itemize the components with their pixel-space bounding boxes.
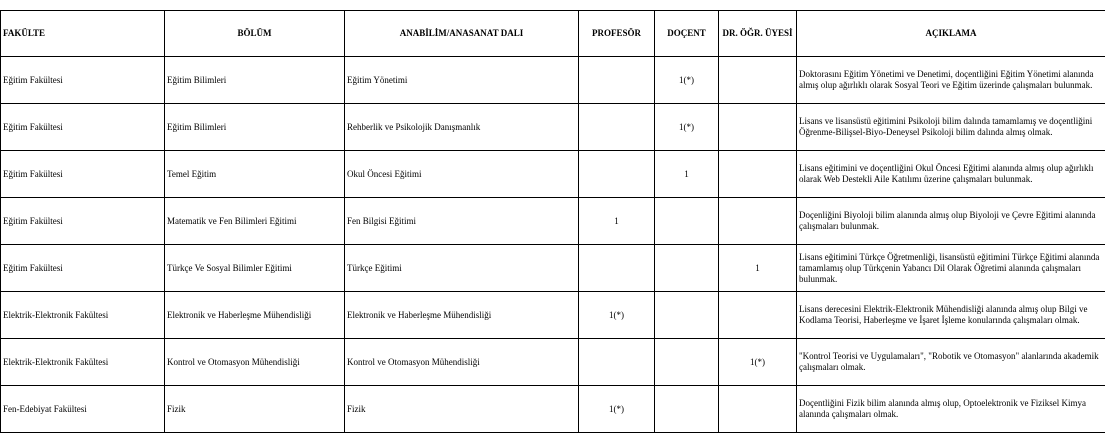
table-row bbox=[1, 339, 1105, 386]
cell-aciklama: Doçenliğini Biyoloji bilim alanında almış olup Biyoloji ve Çevre Eğitimi alanında çalışmaları bulunmak. bbox=[797, 198, 1105, 245]
cell-fakulte: Fen-Edebiyat Fakültesi bbox=[1, 386, 165, 433]
cell-dr-ogr bbox=[719, 104, 797, 151]
cell-bolum: Matematik ve Fen Bilimleri Eğitimi bbox=[165, 198, 345, 245]
cell-dr-ogr: 1 bbox=[719, 245, 797, 292]
cell-profesor: 1(*) bbox=[579, 386, 655, 433]
cell-docent: 1(*) bbox=[655, 104, 719, 151]
header-aciklama: AÇIKLAMA bbox=[797, 11, 1105, 57]
cell-aciklama: Lisans eğitimini ve doçentliğini Okul Öncesi Eğitimi alanında almış olup ağırlıklı olarak Web Destekli Aile Katılımı üzerine çalışmaları bulunmak. bbox=[797, 151, 1105, 198]
table-row bbox=[1, 151, 1105, 198]
header-fakulte: FAKÜLTE bbox=[1, 11, 165, 57]
cell-profesor: 1 bbox=[579, 198, 655, 245]
cell-dr-ogr bbox=[719, 386, 797, 433]
cell-bolum: Eğitim Bilimleri bbox=[165, 57, 345, 104]
cell-anabilim: Rehberlik ve Psikolojik Danışmanlık bbox=[345, 104, 579, 151]
cell-dr-ogr bbox=[719, 198, 797, 245]
cell-profesor bbox=[579, 104, 655, 151]
header-profesor: PROFESÖR bbox=[579, 11, 655, 57]
table-row bbox=[1, 104, 1105, 151]
header-dr-ogr: DR. ÖĞR. ÜYESİ bbox=[719, 11, 797, 57]
position-table bbox=[0, 10, 1105, 433]
cell-aciklama: "Kontrol Teorisi ve Uygulamaları", "Robotik ve Otomasyon" alanlarında akademik çalışmaları olmak. bbox=[797, 339, 1105, 386]
cell-anabilim: Fen Bilgisi Eğitimi bbox=[345, 198, 579, 245]
table-row bbox=[1, 292, 1105, 339]
table-row bbox=[1, 245, 1105, 292]
cell-docent bbox=[655, 245, 719, 292]
cell-fakulte: Elektrik-Elektronik Fakültesi bbox=[1, 292, 165, 339]
cell-docent: 1(*) bbox=[655, 57, 719, 104]
cell-bolum: Kontrol ve Otomasyon Mühendisliği bbox=[165, 339, 345, 386]
cell-aciklama: Doktorasını Eğitim Yönetimi ve Denetimi, doçentliğini Eğitim Yönetimi alanında almış olup ağırlıklı olarak Sosyal Teori ve Eğitim üzerinde çalışmaları bulunmak. bbox=[797, 57, 1105, 104]
cell-fakulte: Eğitim Fakültesi bbox=[1, 198, 165, 245]
cell-docent: 1 bbox=[655, 151, 719, 198]
header-docent: DOÇENT bbox=[655, 11, 719, 57]
cell-docent bbox=[655, 198, 719, 245]
cell-bolum: Eğitim Bilimleri bbox=[165, 104, 345, 151]
cell-anabilim: Kontrol ve Otomasyon Mühendisliği bbox=[345, 339, 579, 386]
cell-fakulte: Eğitim Fakültesi bbox=[1, 245, 165, 292]
cell-dr-ogr bbox=[719, 151, 797, 198]
cell-aciklama: Doçentliğini Fizik bilim alanında almış olup, Optoelektronik ve Fiziksel Kimya alanında çalışmaları olmak. bbox=[797, 386, 1105, 433]
cell-anabilim: Elektronik ve Haberleşme Mühendisliği bbox=[345, 292, 579, 339]
table-row bbox=[1, 198, 1105, 245]
cell-docent bbox=[655, 386, 719, 433]
cell-anabilim: Türkçe Eğitimi bbox=[345, 245, 579, 292]
header-anabilim: ANABİLİM/ANASANAT DALI bbox=[345, 11, 579, 57]
header-bolum: BÖLÜM bbox=[165, 11, 345, 57]
cell-fakulte: Eğitim Fakültesi bbox=[1, 104, 165, 151]
cell-docent bbox=[655, 292, 719, 339]
cell-profesor bbox=[579, 245, 655, 292]
table-row bbox=[1, 386, 1105, 433]
cell-anabilim: Okul Öncesi Eğitimi bbox=[345, 151, 579, 198]
cell-aciklama: Lisans derecesini Elektrik-Elektronik Mühendisliği alanında almış olup Bilgi ve Kodlama Teorisi, Haberleşme ve İşaret İşleme konularında çalışmaları olmak. bbox=[797, 292, 1105, 339]
cell-profesor bbox=[579, 339, 655, 386]
cell-dr-ogr: 1(*) bbox=[719, 339, 797, 386]
cell-fakulte: Eğitim Fakültesi bbox=[1, 57, 165, 104]
cell-fakulte: Elektrik-Elektronik Fakültesi bbox=[1, 339, 165, 386]
cell-bolum: Temel Eğitim bbox=[165, 151, 345, 198]
cell-docent bbox=[655, 339, 719, 386]
cell-dr-ogr bbox=[719, 57, 797, 104]
cell-profesor bbox=[579, 57, 655, 104]
table-row bbox=[1, 57, 1105, 104]
header-row bbox=[1, 11, 1105, 57]
cell-fakulte: Eğitim Fakültesi bbox=[1, 151, 165, 198]
cell-aciklama: Lisans ve lisansüstü eğitimini Psikoloji bilim dalında tamamlamış ve doçentliğini Öğrenme-Bilişsel-Biyo-Deneysel Psikoloji bilim dalında almış olmak. bbox=[797, 104, 1105, 151]
cell-anabilim: Eğitim Yönetimi bbox=[345, 57, 579, 104]
cell-bolum: Türkçe Ve Sosyal Bilimler Eğitimi bbox=[165, 245, 345, 292]
cell-bolum: Fizik bbox=[165, 386, 345, 433]
cell-profesor: 1(*) bbox=[579, 292, 655, 339]
cell-bolum: Elektronik ve Haberleşme Mühendisliği bbox=[165, 292, 345, 339]
cell-dr-ogr bbox=[719, 292, 797, 339]
cell-profesor bbox=[579, 151, 655, 198]
cell-anabilim: Fizik bbox=[345, 386, 579, 433]
cell-aciklama: Lisans eğitimini Türkçe Öğretmenliği, lisansüstü eğitimini Türkçe Eğitimi alanında tamamlamış olup Türkçenin Yabancı Dil Olarak Öğretimi alanında çalışmaları bulunmak. bbox=[797, 245, 1105, 292]
